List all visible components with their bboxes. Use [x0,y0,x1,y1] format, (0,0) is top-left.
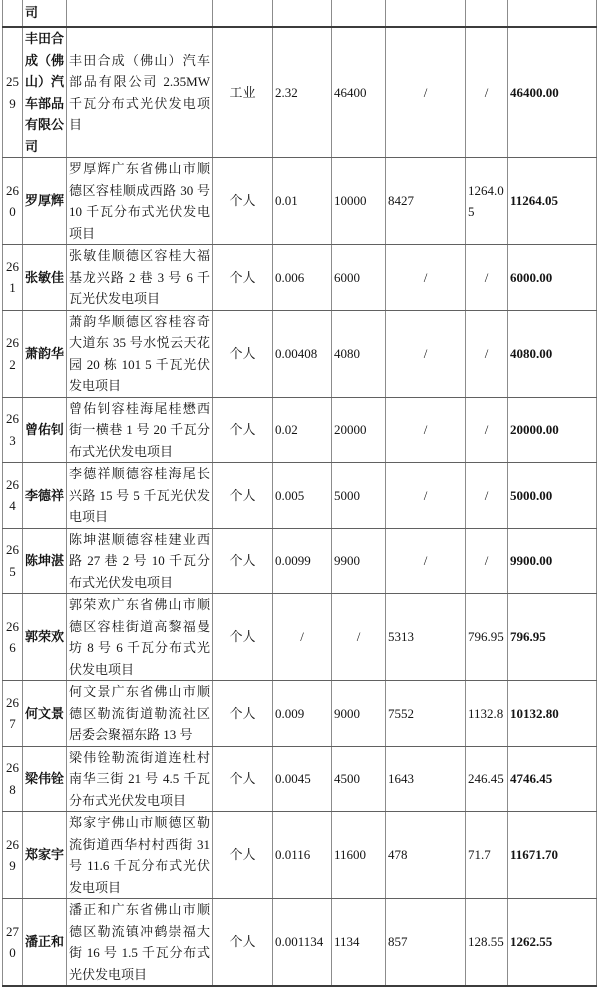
total-amount-cell: 9900.00 [508,528,597,594]
total-amount-cell [508,0,597,27]
applicant-name-cell: 司 [23,0,67,27]
total-amount-cell: 10132.80 [508,681,597,747]
total-amount-cell: 5000.00 [508,463,597,529]
project-description-cell: 罗厚辉广东省佛山市顺德区容桂顺成西路 30 号 10 千瓦分布式光伏发电项目 [67,158,213,245]
table-row [3,397,597,463]
generation-subsidy-cell: 1132.8 [466,681,508,747]
install-subsidy-cell: 10000 [332,158,386,245]
total-amount-cell: 796.95 [508,594,597,681]
project-description-cell: 萧韵华顺德区容桂容奇大道东 35 号水悦云天花园 20 栋 101 5 千瓦光伏发电项目 [67,310,213,397]
install-subsidy-cell: 4080 [332,310,386,397]
generation-kwh-cell: 857 [386,899,466,987]
applicant-type-cell: 个人 [213,310,273,397]
applicant-type-cell: 工业 [213,27,273,158]
capacity-mw-cell [273,0,332,27]
generation-kwh-cell: / [386,528,466,594]
generation-subsidy-cell: 71.7 [466,812,508,899]
applicant-name-cell: 张敏佳 [23,245,67,311]
applicant-type-cell: 个人 [213,681,273,747]
capacity-mw-cell: 0.01 [273,158,332,245]
capacity-mw-cell: 0.006 [273,245,332,311]
install-subsidy-cell: 9000 [332,681,386,747]
capacity-mw-cell: 0.001134 [273,899,332,987]
row-number-cell [3,0,23,27]
applicant-name-cell: 潘正和 [23,899,67,987]
table-row [3,463,597,529]
table-row [3,812,597,899]
table-row [3,310,597,397]
applicant-type-cell [213,0,273,27]
generation-subsidy-cell: / [466,397,508,463]
applicant-name-cell: 何文景 [23,681,67,747]
project-description-cell: 梁伟铨勒流街道连杜村南华三街 21 号 4.5 千瓦分布式光伏发电项目 [67,746,213,812]
project-description-cell: 丰田合成（佛山）汽车部品有限公司 2.35MW 千瓦分布式光伏发电项目 [67,27,213,158]
project-description-cell: 潘正和广东省佛山市顺德区勒流镇冲鹤崇福大街 16 号 1.5 千瓦分布式光伏发电项目 [67,899,213,987]
capacity-mw-cell: 0.0099 [273,528,332,594]
applicant-name-cell: 曾佑钊 [23,397,67,463]
table-row [3,27,597,158]
table-row [3,245,597,311]
generation-subsidy-cell: 1264.05 [466,158,508,245]
capacity-mw-cell: 0.00408 [273,310,332,397]
generation-kwh-cell: / [386,310,466,397]
table-row [3,899,597,987]
install-subsidy-cell: 6000 [332,245,386,311]
generation-kwh-cell [386,0,466,27]
install-subsidy-cell: / [332,594,386,681]
table-row [3,0,597,27]
capacity-mw-cell: / [273,594,332,681]
generation-subsidy-cell: / [466,528,508,594]
generation-kwh-cell: 478 [386,812,466,899]
generation-subsidy-cell: 246.45 [466,746,508,812]
total-amount-cell: 11264.05 [508,158,597,245]
applicant-name-cell: 郑家宇 [23,812,67,899]
row-number-cell: 265 [3,528,23,594]
capacity-mw-cell: 0.0045 [273,746,332,812]
install-subsidy-cell: 46400 [332,27,386,158]
applicant-type-cell: 个人 [213,245,273,311]
project-description-cell: 李德祥顺德容桂海尾长兴路 15 号 5 千瓦光伏发电项目 [67,463,213,529]
applicant-name-cell: 萧韵华 [23,310,67,397]
row-number-cell: 259 [3,27,23,158]
total-amount-cell: 11671.70 [508,812,597,899]
applicant-type-cell: 个人 [213,528,273,594]
row-number-cell: 268 [3,746,23,812]
applicant-name-cell: 丰田合成（佛山）汽车部品有限公司 [23,27,67,158]
total-amount-cell: 6000.00 [508,245,597,311]
project-description-cell [67,0,213,27]
generation-subsidy-cell: 796.95 [466,594,508,681]
generation-kwh-cell: 7552 [386,681,466,747]
applicant-name-cell: 陈坤湛 [23,528,67,594]
generation-kwh-cell: / [386,27,466,158]
applicant-name-cell: 罗厚辉 [23,158,67,245]
row-number-cell: 264 [3,463,23,529]
generation-subsidy-cell: / [466,310,508,397]
generation-subsidy-cell: / [466,27,508,158]
capacity-mw-cell: 0.02 [273,397,332,463]
total-amount-cell: 4746.45 [508,746,597,812]
capacity-mw-cell: 0.009 [273,681,332,747]
table-row [3,746,597,812]
pv-subsidy-table [2,0,597,987]
applicant-type-cell: 个人 [213,463,273,529]
install-subsidy-cell: 5000 [332,463,386,529]
row-number-cell: 262 [3,310,23,397]
capacity-mw-cell: 2.32 [273,27,332,158]
table-row [3,681,597,747]
generation-kwh-cell: 1643 [386,746,466,812]
applicant-type-cell: 个人 [213,899,273,987]
generation-kwh-cell: 5313 [386,594,466,681]
table-row [3,594,597,681]
total-amount-cell: 46400.00 [508,27,597,158]
row-number-cell: 261 [3,245,23,311]
capacity-mw-cell: 0.0116 [273,812,332,899]
row-number-cell: 263 [3,397,23,463]
generation-subsidy-cell [466,0,508,27]
project-description-cell: 张敏佳顺德区容桂大福基龙兴路 2 巷 3 号 6 千瓦光伏发电项目 [67,245,213,311]
install-subsidy-cell: 1134 [332,899,386,987]
generation-kwh-cell: / [386,397,466,463]
total-amount-cell: 1262.55 [508,899,597,987]
applicant-type-cell: 个人 [213,158,273,245]
table-body [3,0,597,986]
generation-subsidy-cell: / [466,463,508,529]
row-number-cell: 260 [3,158,23,245]
total-amount-cell: 4080.00 [508,310,597,397]
row-number-cell: 267 [3,681,23,747]
applicant-type-cell: 个人 [213,397,273,463]
table-row [3,528,597,594]
generation-kwh-cell: 8427 [386,158,466,245]
applicant-type-cell: 个人 [213,746,273,812]
generation-kwh-cell: / [386,463,466,529]
applicant-type-cell: 个人 [213,594,273,681]
generation-kwh-cell: / [386,245,466,311]
row-number-cell: 270 [3,899,23,987]
applicant-name-cell: 李德祥 [23,463,67,529]
install-subsidy-cell [332,0,386,27]
project-description-cell: 陈坤湛顺德容桂建业西路 27 巷 2 号 10 千瓦分布式光伏发电项目 [67,528,213,594]
generation-subsidy-cell: / [466,245,508,311]
project-description-cell: 郑家宇佛山市顺德区勒流街道西华村村西街 31 号 11.6 千瓦分布式光伏发电项目 [67,812,213,899]
applicant-name-cell: 梁伟铨 [23,746,67,812]
row-number-cell: 269 [3,812,23,899]
project-description-cell: 曾佑钊容桂海尾桂懋西街一横巷 1 号 20 千瓦分布式光伏发电项目 [67,397,213,463]
project-description-cell: 郭荣欢广东省佛山市顺德区容桂街道高黎福曼坊 8 号 6 千瓦分布式光伏发电项目 [67,594,213,681]
applicant-type-cell: 个人 [213,812,273,899]
applicant-name-cell: 郭荣欢 [23,594,67,681]
table-row [3,158,597,245]
project-description-cell: 何文景广东省佛山市顺德区勒流街道勒流社区居委会聚福东路 13 号 [67,681,213,747]
install-subsidy-cell: 20000 [332,397,386,463]
row-number-cell: 266 [3,594,23,681]
capacity-mw-cell: 0.005 [273,463,332,529]
install-subsidy-cell: 9900 [332,528,386,594]
total-amount-cell: 20000.00 [508,397,597,463]
generation-subsidy-cell: 128.55 [466,899,508,987]
install-subsidy-cell: 4500 [332,746,386,812]
install-subsidy-cell: 11600 [332,812,386,899]
